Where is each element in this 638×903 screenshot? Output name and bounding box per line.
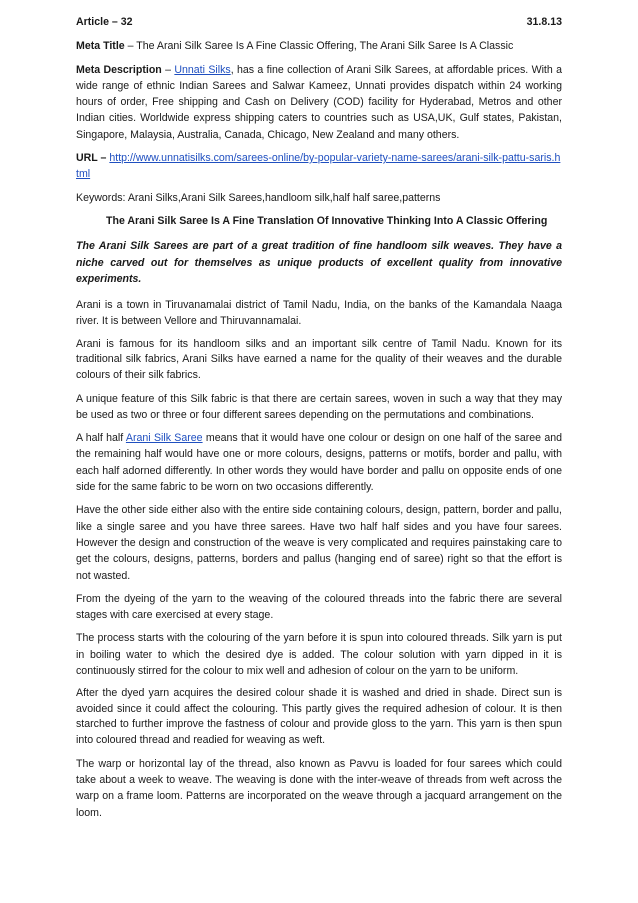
- paragraph-half-half-after: means that it would have one colour or design on one half of the saree and the remaining half would have one or more colours, designs, patterns or motifs, border and pallu, with each half adorned differently. In other words they would have border and pallu on opposite ends of one side for the same fabric to be worn on two occasions differently.: [76, 432, 563, 494]
- meta-title-label: Meta Title: [76, 40, 125, 53]
- url-line: [76, 150, 562, 183]
- meta-description-text: , has a fine collection of Arani Silk Sarees, at affordable prices. With a wide range of ethnic Indian Sarees and Salwar Kameez, Unnati provides dispatch within 24 working hours of order, Free shipping and Cash on Delivery (COD) facility for Hyderabad, Metros and other Indian cities. Worldwide express shipping caters to countries such as USA,UK, Gulf states, Pakistan, Singapore, Malaysia, Australia, Canada, Chicago, New Zealand and many others.: [76, 63, 562, 141]
- paragraph-process: The process starts with the colouring of the yarn before it is spun into coloured threads. Silk yarn is put in boiling water to which the desired dye is added. The colour solution with yarn dipped in it is continuously stirred for the colour to mix well and adhesion of colour on the yarn to be uniform.: [76, 632, 562, 677]
- article-url-link[interactable]: http://www.unnatisilks.com/sarees-online/by-popular-variety-name-sarees/arani-silk-pattu-saris.html: [76, 152, 561, 181]
- paragraph-dyeing: From the dyeing of the yarn to the weaving of the coloured threads into the fabric there are several stages with care exercised at every stage.: [76, 592, 562, 622]
- paragraph-dyed-yarn: After the dyed yarn acquires the desired colour shade it is washed and dried in shade. Direct sun is avoided since it could affect the colouring. This partly gives the required adhesion of colour. It is then starched to further improve the fastness of colour and provide gloss to the yarn. This yarn is then spun into coloured thread and readied for weaving as weft.: [76, 687, 562, 747]
- article-number: Article – 32: [76, 16, 133, 28]
- paragraph-half-half: [76, 430, 562, 495]
- paragraph-unique-feature: A unique feature of this Silk fabric is that there are certain sarees, woven in such a way that they may be used as two or three or four different sarees depending on the permutations and combinations.: [76, 392, 562, 421]
- paragraph-arani-town: Arani is a town in Tiruvanamalai district of Tamil Nadu, India, on the banks of the Kamandala Naaga river. It is between Vellore and Thiruvannamalai.: [76, 299, 562, 328]
- article-heading: The Arani Silk Saree Is A Fine Translation Of Innovative Thinking Into A Classic Offering: [106, 214, 548, 227]
- intro-paragraph: The Arani Silk Sarees are part of a great tradition of fine handloom silk weaves. They have a niche carved out for themselves as unique products of excellent quality from innovative experiments.: [76, 240, 562, 285]
- document-header: [76, 14, 562, 30]
- keywords-line: Keywords: Arani Silks,Arani Silk Sarees,handloom silk,half half saree,patterns: [76, 191, 441, 204]
- meta-description-label: Meta Description: [76, 63, 162, 76]
- paragraph-half-half-before: A half half: [76, 432, 126, 445]
- unnati-silks-link[interactable]: Unnati Silks: [174, 63, 231, 76]
- url-separator: –: [97, 152, 110, 165]
- arani-silk-saree-link[interactable]: Arani Silk Saree: [125, 432, 203, 445]
- url-label: URL: [76, 152, 98, 165]
- article-date: 31.8.13: [526, 16, 562, 28]
- meta-description-separator: –: [161, 63, 175, 76]
- paragraph-warp: The warp or horizontal lay of the thread, also known as Pavvu is loaded for four sarees which could take about a week to weave. The weaving is done with the inter-weave of threads from weft across the warp on a frame loom. Patterns are incorporated on the weave through a jacquard arrangement on the loom.: [76, 757, 562, 819]
- meta-title: [76, 38, 562, 54]
- paragraph-other-side: Have the other side either also with the entire side containing colours, design, pattern, border and pallu, like a single saree and you have three sarees. Have two half half sides and you have four sarees. However the design and construction of the weave is very complicated and requires painstaking care to get the colours, designs, patterns, borders and pallus (hanging end of saree) right so that the effort is not wasted.: [76, 504, 562, 582]
- meta-description: [76, 62, 562, 143]
- meta-title-text: The Arani Silk Saree Is A Fine Classic Offering, The Arani Silk Saree Is A Classic: [136, 40, 514, 53]
- paragraph-arani-famous: Arani is famous for its handloom silks and an important silk centre of Tamil Nadu. Known for its traditional silk fabrics, Arani Silks have earned a name for the quality of their weaves and the durable colours of their silk fabrics.: [76, 337, 562, 381]
- meta-title-separator: –: [124, 40, 137, 53]
